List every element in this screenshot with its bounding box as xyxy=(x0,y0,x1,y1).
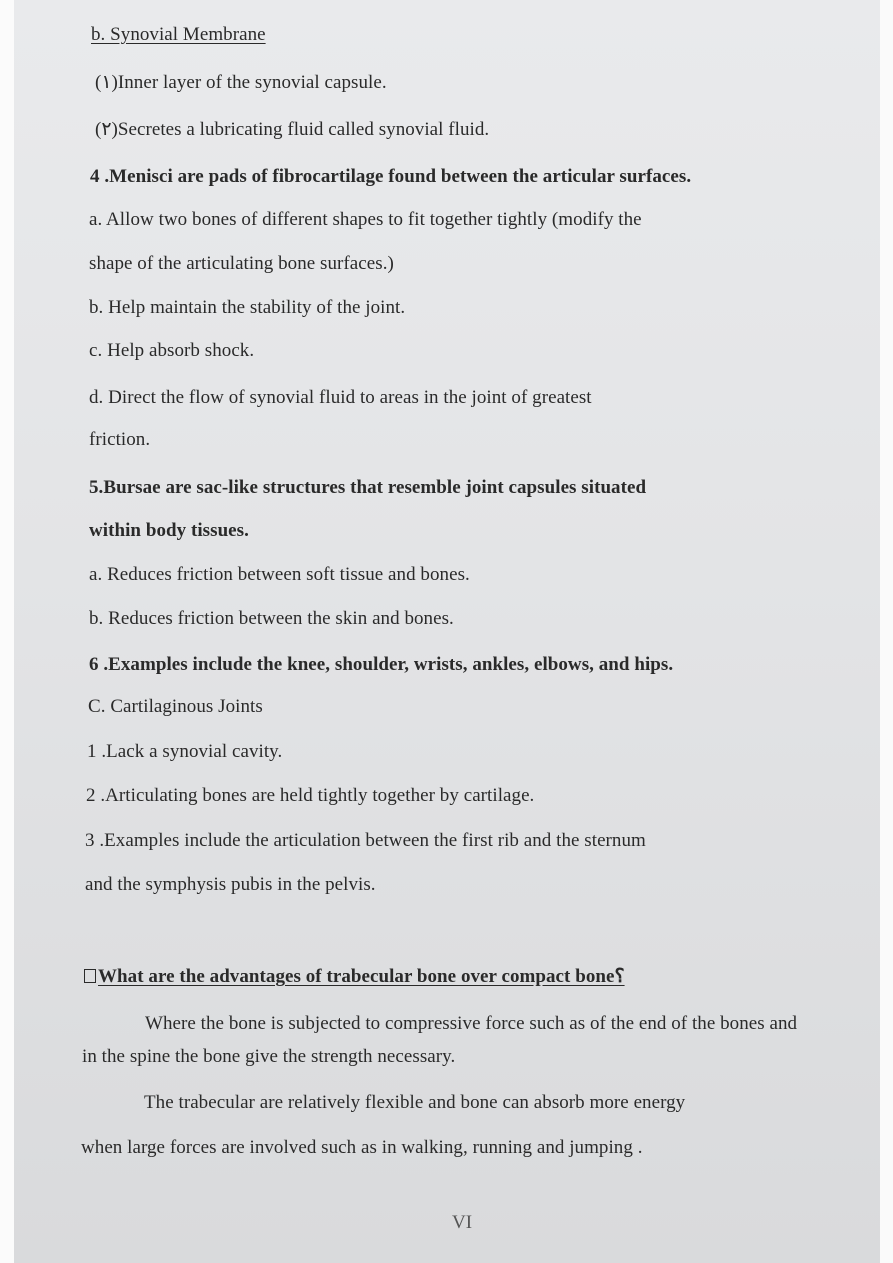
bursae-heading-line-1: 5.Bursae are sac-like structures that resemble joint capsules situated xyxy=(89,477,647,498)
bursae-item-a: a. Reduces friction between soft tissue and bones. xyxy=(89,564,470,585)
checkbox-bullet-icon xyxy=(84,969,96,983)
synovial-membrane-item-1: (١)Inner layer of the synovial capsule. xyxy=(95,72,387,93)
document-page xyxy=(14,0,880,1263)
bursae-heading-line-2: within body tissues. xyxy=(89,520,249,541)
synovial-membrane-item-2: (٢)Secretes a lubricating fluid called synovial fluid. xyxy=(95,119,490,140)
question-heading xyxy=(84,965,625,989)
answer-paragraph-1-line-2: in the spine the bone give the strength necessary. xyxy=(82,1046,456,1067)
page-left-margin xyxy=(0,0,14,1263)
synovial-examples: 6 .Examples include the knee, shoulder, wrists, ankles, elbows, and hips. xyxy=(89,654,674,675)
menisci-item-d-line-1: d. Direct the flow of synovial fluid to areas in the joint of greatest xyxy=(89,387,592,408)
bursae-item-b: b. Reduces friction between the skin and bones. xyxy=(89,608,454,629)
menisci-item-b: b. Help maintain the stability of the joint. xyxy=(89,297,406,318)
menisci-item-c: c. Help absorb shock. xyxy=(89,340,255,361)
page-number: VI xyxy=(452,1212,473,1233)
menisci-item-a-line-1: a. Allow two bones of different shapes to fit together tightly (modify the xyxy=(89,209,642,230)
cartilaginous-item-1: 1 .Lack a synovial cavity. xyxy=(87,741,283,762)
answer-paragraph-1-line-1: Where the bone is subjected to compressive force such as of the end of the bones and xyxy=(145,1013,798,1034)
cartilaginous-item-3-line-2: and the symphysis pubis in the pelvis. xyxy=(85,874,376,895)
menisci-item-d-line-2: friction. xyxy=(89,429,151,450)
cartilaginous-item-3-line-1: 3 .Examples include the articulation between the first rib and the sternum xyxy=(85,830,646,851)
synovial-membrane-heading: b. Synovial Membrane xyxy=(91,24,266,45)
menisci-heading: 4 .Menisci are pads of fibrocartilage found between the articular surfaces. xyxy=(90,166,692,187)
page-right-margin xyxy=(880,0,893,1263)
question-text: What are the advantages of trabecular bone over compact bone؟ xyxy=(98,966,625,987)
answer-paragraph-2-line-1: The trabecular are relatively flexible and bone can absorb more energy xyxy=(144,1092,686,1113)
answer-paragraph-2-line-2: when large forces are involved such as in walking, running and jumping . xyxy=(81,1137,643,1158)
menisci-item-a-line-2: shape of the articulating bone surfaces.) xyxy=(89,253,394,274)
cartilaginous-heading: C. Cartilaginous Joints xyxy=(88,696,263,717)
cartilaginous-item-2: 2 .Articulating bones are held tightly together by cartilage. xyxy=(86,785,535,806)
